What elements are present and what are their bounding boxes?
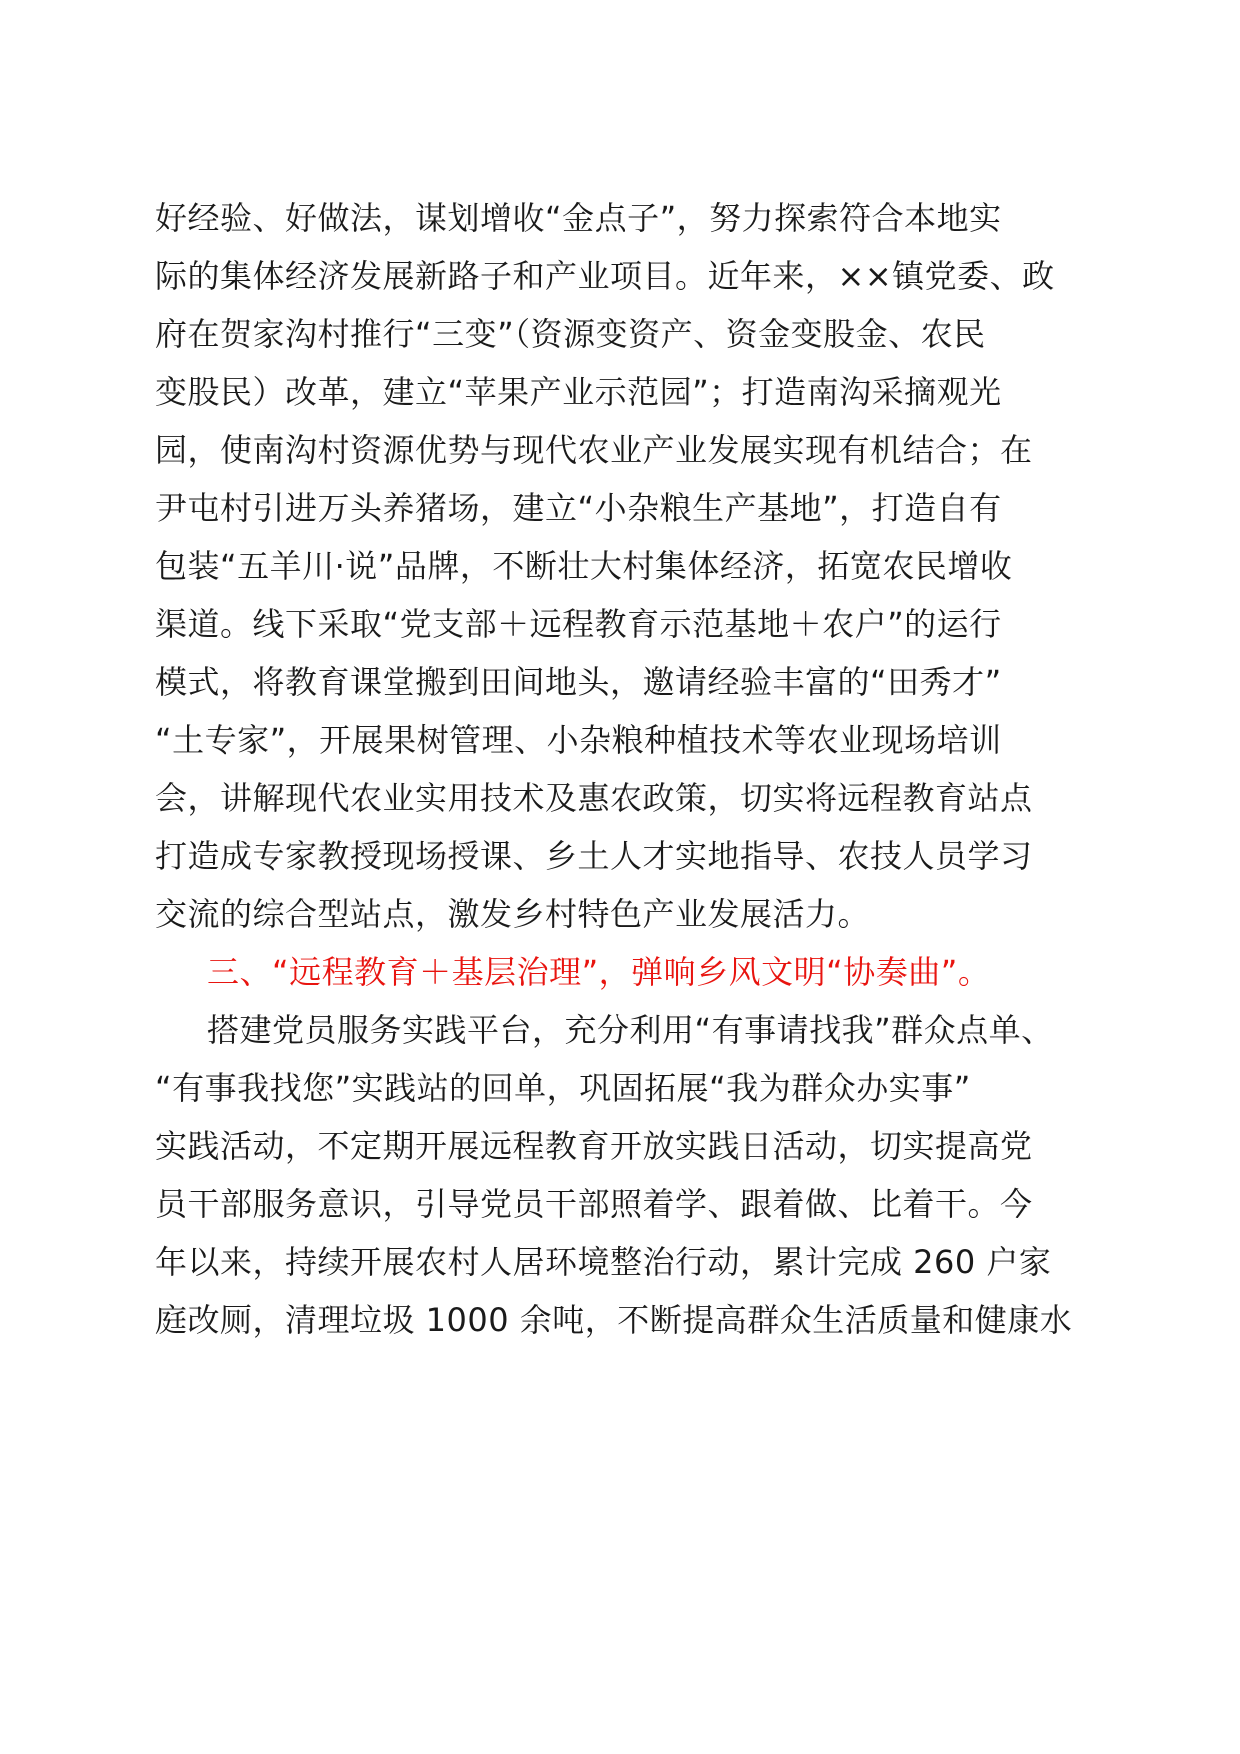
text-line: “土专家”，开展果树管理、小杂粮种植技术等农业现场培训 — [155, 721, 1002, 759]
text-line: 变股民）改革，建立“苹果产业示范园”；打造南沟采摘观光 — [155, 373, 1002, 411]
text-line: 好经验、好做法，谋划增收“金点子”，努力探索符合本地实 — [155, 199, 1002, 237]
text-line: 年以来，持续开展农村人居环境整治行动，累计完成 260 户家 — [155, 1243, 1052, 1281]
text-line: 实践活动，不定期开展远程教育开放实践日活动，切实提高党 — [155, 1127, 1033, 1165]
section-heading: 三、“远程教育＋基层治理”，弹响乡风文明“协奏曲”。 — [207, 953, 991, 991]
text-line: “有事我找您”实践站的回单，巩固拓展“我为群众办实事” — [155, 1069, 971, 1107]
text-line: 际的集体经济发展新路子和产业项目。近年来，××镇党委、政 — [155, 257, 1055, 295]
text-line: 搭建党员服务实践平台，充分利用“有事请找我”群众点单、 — [207, 1011, 1054, 1049]
text-line: 尹屯村引进万头养猪场，建立“小杂粮生产基地”，打造自有 — [155, 489, 1002, 527]
text-line: 会，讲解现代农业实用技术及惠农政策，切实将远程教育站点 — [155, 779, 1033, 817]
text-line: 模式，将教育课堂搬到田间地头，邀请经验丰富的“田秀才” — [155, 663, 1002, 701]
text-line: 员干部服务意识，引导党员干部照着学、跟着做、比着干。今 — [155, 1185, 1033, 1223]
text-line: 打造成专家教授现场授课、乡土人才实地指导、农技人员学习 — [155, 837, 1033, 875]
text-line: 交流的综合型站点，激发乡村特色产业发展活力。 — [155, 895, 871, 933]
text-line: 园，使南沟村资源优势与现代农业产业发展实现有机结合；在 — [155, 431, 1033, 469]
text-line: 庭改厕，清理垃圾 1000 余吨，不断提高群众生活质量和健康水 — [155, 1301, 1073, 1339]
text-line: 包装“五羊川·说”品牌，不断壮大村集体经济，拓宽农民增收 — [155, 547, 1013, 585]
text-line: 府在贺家沟村推行“三变”（资源变资产、资金变股金、农民 — [155, 315, 986, 353]
text-line: 渠道。线下采取“党支部＋远程教育示范基地＋农户”的运行 — [155, 605, 1002, 643]
